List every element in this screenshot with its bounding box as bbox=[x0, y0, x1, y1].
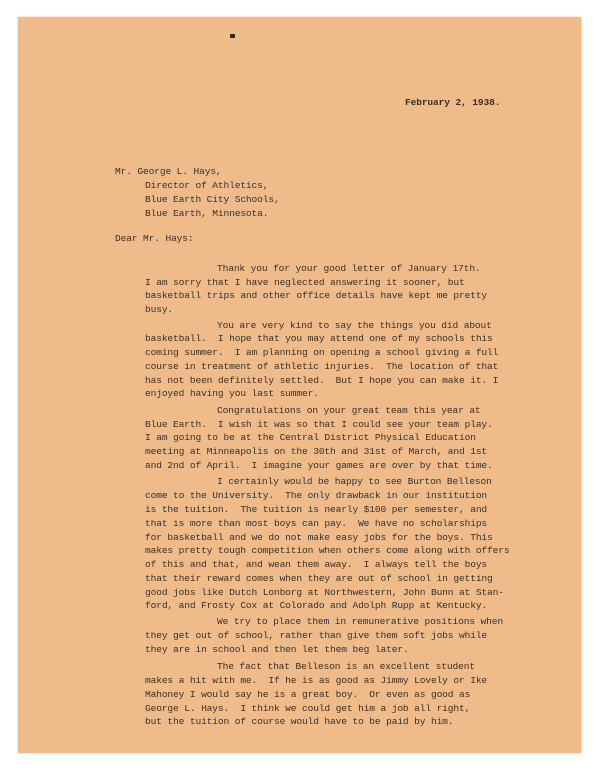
body-line: enjoyed having you last summer. bbox=[145, 388, 319, 399]
body-line: Thank you for your good letter of January 17th. bbox=[217, 263, 481, 274]
body-line: of this and that, and wean them away. I always tell the boys bbox=[145, 559, 488, 570]
body-line: I certainly would be happy to see Burton Belleson bbox=[217, 476, 492, 487]
body-line: that their reward comes when they are out of school in getting bbox=[145, 573, 493, 584]
body-line: is the tuition. The tuition is nearly $100 per semester, and bbox=[145, 504, 488, 515]
body-line: but the tuition of course would have to be paid by him. bbox=[145, 716, 454, 727]
body-line: The fact that Belleson is an excellent student bbox=[217, 661, 475, 672]
address-line: Blue Earth City Schools, bbox=[145, 194, 280, 205]
body-line: they get out of school, rather than give them soft jobs while bbox=[145, 630, 488, 641]
body-line: they are in school and then let them beg later. bbox=[145, 644, 409, 655]
body-line: coming summer. I am planning on opening a school giving a full bbox=[145, 347, 499, 358]
body-line: has not been definitely settled. But I hope you can make it. I bbox=[145, 375, 499, 386]
body-line: You are very kind to say the things you did about bbox=[217, 320, 492, 331]
body-line: Congratulations on your great team this year at bbox=[217, 405, 481, 416]
body-line: We try to place them in remunerative positions when bbox=[217, 616, 503, 627]
body-line: good jobs like Dutch Lonborg at Northwestern, John Bunn at Stan- bbox=[145, 587, 504, 598]
body-line: Mahoney I would say he is a great boy. Or even as good as bbox=[145, 689, 471, 700]
body-line: Blue Earth. I wish it was so that I could see your team play. bbox=[145, 419, 493, 430]
body-line: I am going to be at the Central District Physical Education bbox=[145, 432, 476, 443]
punch-mark bbox=[230, 34, 235, 38]
body-line: meeting at Minneapolis on the 30th and 31st of March, and 1st bbox=[145, 446, 488, 457]
body-line: that is more than most boys can pay. We have no scholarships bbox=[145, 518, 488, 529]
body-line: basketball. I hope that you may attend one of my schools this bbox=[145, 333, 493, 344]
address-line: Blue Earth, Minnesota. bbox=[145, 208, 269, 219]
address-line: Director of Athletics, bbox=[145, 180, 269, 191]
body-line: George L. Hays. I think we could get him a job all right, bbox=[145, 703, 471, 714]
body-line: busy. bbox=[145, 304, 174, 315]
body-line: makes pretty tough competition when others come along with offers bbox=[145, 545, 510, 556]
body-line: I am sorry that I have neglected answering it sooner, but bbox=[145, 277, 465, 288]
body-line: for basketball and we do not make easy jobs for the boys. This bbox=[145, 532, 493, 543]
body-line: course in treatment of athletic injuries. The location of that bbox=[145, 361, 499, 372]
body-line: makes a hit with me. If he is as good as Jimmy Lovely or Ike bbox=[145, 675, 488, 686]
address-line: Mr. George L. Hays, bbox=[115, 166, 222, 177]
body-line: come to the University. The only drawback in our institution bbox=[145, 490, 488, 501]
salutation: Dear Mr. Hays: bbox=[115, 233, 194, 244]
body-line: basketball trips and other office details have kept me pretty bbox=[145, 290, 488, 301]
body-line: and 2nd of April. I imagine your games are over by that time. bbox=[145, 460, 493, 471]
letter-date: February 2, 1938. bbox=[405, 97, 501, 108]
body-line: ford, and Frosty Cox at Colorado and Adolph Rupp at Kentucky. bbox=[145, 600, 488, 611]
